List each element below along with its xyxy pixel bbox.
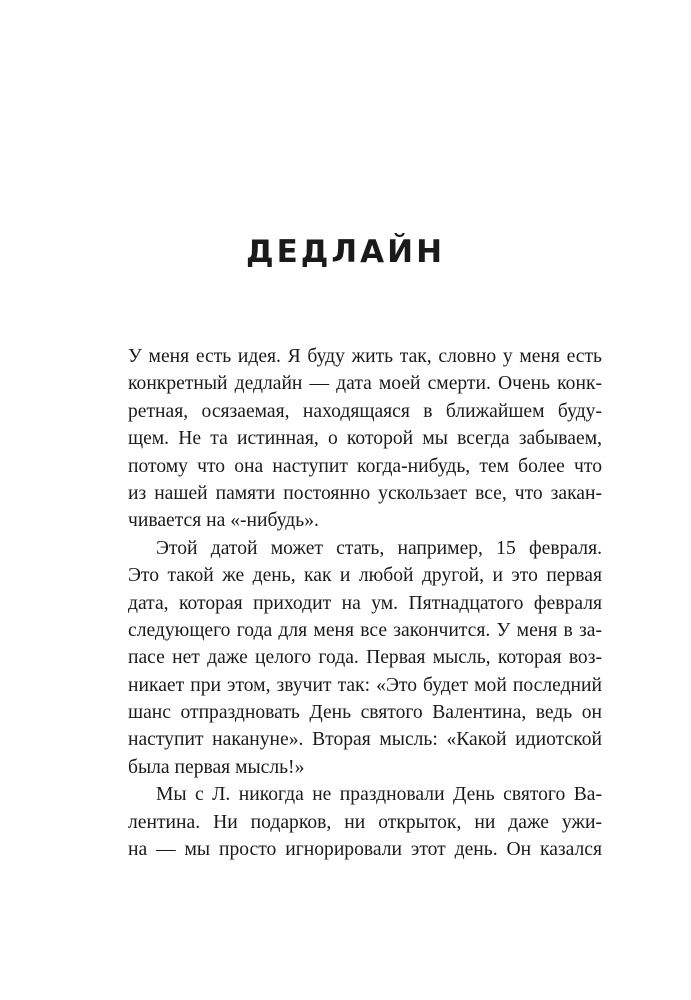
text-line: конкретный дедлайн — дата моей смерти. Очень конк- bbox=[128, 373, 602, 395]
text-line: никает при этом, звучит так: «Это будет мой последний bbox=[128, 674, 602, 696]
text-line: дата, которая приходит на ум. Пятнадцатого февраля bbox=[128, 592, 602, 614]
text-line: У меня есть идея. Я буду жить так, словно у меня есть bbox=[128, 346, 602, 367]
text-line: потому что она наступит когда-нибудь, тем более что bbox=[128, 455, 602, 477]
text-line: из нашей памяти постоянно ускользает все, что закан- bbox=[128, 482, 602, 504]
text-line: лентина. Ни подарков, ни открыток, ни даже ужи- bbox=[128, 811, 602, 833]
chapter-title: ДЕДЛАЙН bbox=[245, 234, 446, 270]
text-line: следующего года для меня все закончится. У меня в за- bbox=[128, 619, 602, 641]
text-line: Мы с Л. никогда не праздновали День святого Ва- bbox=[156, 784, 602, 806]
text-line: щем. Не та истинная, о которой мы всегда забываем, bbox=[128, 428, 602, 450]
paragraph-2 bbox=[128, 535, 602, 782]
text-line: чивается на «-нибудь». bbox=[128, 510, 319, 532]
text-line: наступит накануне». Вторая мысль: «Какой идиотской bbox=[128, 729, 602, 751]
text-line: была первая мысль!» bbox=[128, 756, 305, 778]
text-line: на — мы просто игнорировали этот день. Он казался bbox=[128, 839, 602, 861]
paragraph-1 bbox=[128, 343, 602, 535]
body-text bbox=[128, 343, 602, 863]
paragraph-3 bbox=[128, 781, 602, 863]
text-line: Это такой же день, как и любой другой, и это первая bbox=[128, 565, 602, 587]
text-line: шанс отпраздновать День святого Валентина, ведь он bbox=[128, 702, 602, 724]
text-line: пасе нет даже целого года. Первая мысль, которая воз- bbox=[128, 647, 602, 669]
text-line: ретная, осязаемая, находящаяся в ближайшем буду- bbox=[128, 400, 602, 422]
text-line: Этой датой может стать, например, 15 февраля. bbox=[156, 537, 602, 559]
